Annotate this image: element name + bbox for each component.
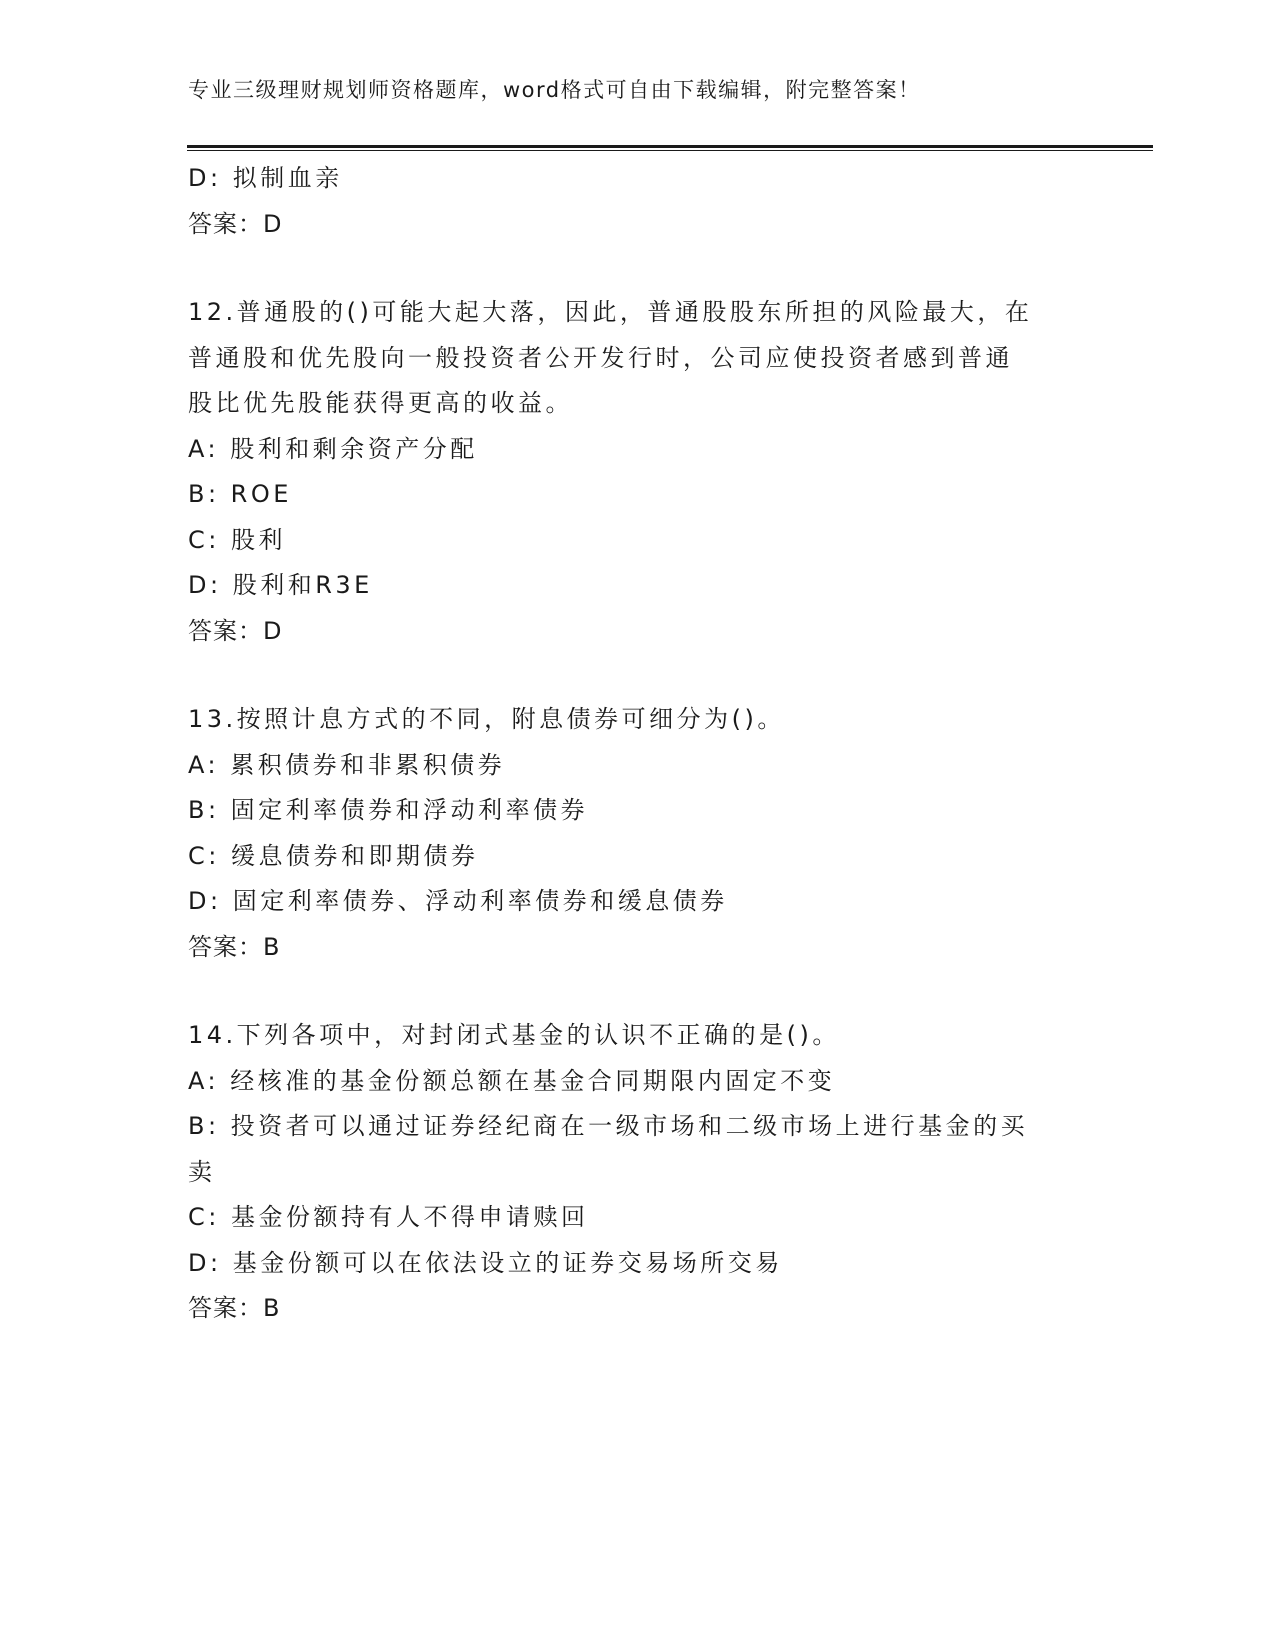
question-gap bbox=[188, 247, 1088, 290]
page-header: 专业三级理财规划师资格题库，word格式可自由下载编辑，附完整答案！ bbox=[188, 78, 921, 102]
question-stem-line: 13.按照计息方式的不同，附息债券可细分为()。 bbox=[188, 705, 785, 733]
answer-line: 答案：D bbox=[188, 616, 283, 645]
option-d: D: 基金份额可以在依法设立的证券交易场所交易 bbox=[188, 1248, 783, 1277]
option-a: A: 经核准的基金份额总额在基金合同期限内固定不变 bbox=[188, 1066, 836, 1095]
document-body bbox=[188, 156, 1088, 1332]
option-d: D: 股利和R3E bbox=[188, 571, 373, 599]
answer-line: 答案：B bbox=[188, 932, 281, 961]
option-a: A: 累积债券和非累积债券 bbox=[188, 750, 506, 779]
option-d: D: 固定利率债券、浮动利率债券和缓息债券 bbox=[188, 887, 728, 915]
answer-previous: 答案：D bbox=[188, 209, 283, 238]
question-14 bbox=[188, 1013, 1088, 1332]
option-a: A: 股利和剩余资产分配 bbox=[188, 434, 478, 463]
question-13 bbox=[188, 697, 1088, 970]
header-divider bbox=[187, 145, 1153, 151]
question-stem-line: 股比优先股能获得更高的收益。 bbox=[188, 389, 573, 417]
question-stem-line: 普通股和优先股向一般投资者公开发行时，公司应使投资者感到普通 bbox=[188, 343, 1013, 372]
question-12 bbox=[188, 290, 1088, 654]
option-b: B: 投资者可以通过证券经纪商在一级市场和二级市场上进行基金的买 bbox=[188, 1112, 1029, 1140]
answer-line: 答案：B bbox=[188, 1294, 281, 1322]
option-c: C: 基金份额持有人不得申请赎回 bbox=[188, 1203, 589, 1231]
option-c: C: 股利 bbox=[188, 525, 286, 554]
option-b: B: 固定利率债券和浮动利率债券 bbox=[188, 796, 589, 824]
option-d-previous: D: 拟制血亲 bbox=[188, 164, 343, 192]
question-stem-line: 12.普通股的()可能大起大落，因此，普通股股东所担的风险最大，在 bbox=[188, 298, 1033, 326]
question-gap bbox=[188, 970, 1088, 1013]
option-b: B: ROE bbox=[188, 480, 292, 508]
option-b-continued: 卖 bbox=[188, 1157, 216, 1186]
question-stem-line: 14.下列各项中，对封闭式基金的认识不正确的是()。 bbox=[188, 1021, 840, 1049]
question-gap bbox=[188, 654, 1088, 697]
option-c: C: 缓息债券和即期债券 bbox=[188, 841, 479, 870]
